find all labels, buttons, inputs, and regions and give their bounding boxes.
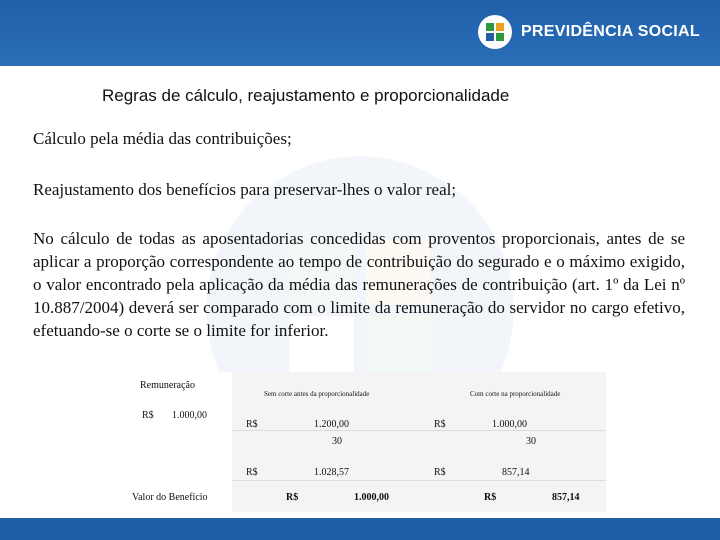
remuneracao-value: 1.000,00	[172, 410, 207, 421]
row2-c2-value: 1.028,57	[314, 467, 349, 478]
paragraph-reajustamento: Reajustamento dos benefícios para preservar-lhes o valor real;	[33, 180, 457, 199]
table-divider	[232, 480, 606, 481]
row1-c3-value: 1.000,00	[492, 419, 527, 430]
footer-label: Valor do Benefício	[132, 492, 208, 503]
footer-bar	[0, 518, 720, 540]
row1-c3-sub: 30	[526, 436, 536, 447]
col-header-com-corte: Com corte na proporcionalidade	[470, 390, 561, 398]
remuneracao-currency: R$	[142, 410, 154, 421]
calculation-table	[112, 372, 606, 512]
previdencia-logo-icon	[477, 14, 513, 50]
page-title: Regras de cálculo, reajustamento e proporcionalidade	[102, 86, 510, 105]
paragraph-media: Cálculo pela média das contribuições;	[33, 129, 292, 148]
row1-c2-value: 1.200,00	[314, 419, 349, 430]
table-left-column	[112, 372, 232, 512]
paragraph-proporcionalidade: No cálculo de todas as aposentadorias concedidas com proventos proporcionais, antes de se aplicar a proporção correspondente ao tempo de contribuição do segurado e o máximo exigido, o valor encontrado pela aplicação da média das remunerações de contribuição (art. 1º da Lei nº 10.887/2004) deverá ser comparado com o limite da remuneração do servidor no cargo efetivo, efetuando-se o corte se o limite for inferior.	[33, 229, 685, 340]
footer-c3-value: 857,14	[552, 492, 580, 503]
row1-c2-sub: 30	[332, 436, 342, 447]
row1-c2-currency: R$	[246, 419, 258, 430]
row2-c3-currency: R$	[434, 467, 446, 478]
footer-c3-currency: R$	[484, 492, 497, 503]
header-bar	[0, 0, 720, 66]
brand-name: PREVIDÊNCIA SOCIAL	[520, 23, 700, 40]
row1-c3-currency: R$	[434, 419, 446, 430]
row2-c3-value: 857,14	[502, 467, 530, 478]
footer-c2-currency: R$	[286, 492, 299, 503]
table-divider	[232, 430, 606, 431]
col-header-sem-corte: Sem corte antes da proporcionalidade	[264, 390, 370, 398]
brand-logo	[477, 14, 700, 50]
footer-c2-value: 1.000,00	[354, 492, 389, 503]
row2-c2-currency: R$	[246, 467, 258, 478]
col-header-remuneracao: Remuneração	[140, 380, 195, 391]
